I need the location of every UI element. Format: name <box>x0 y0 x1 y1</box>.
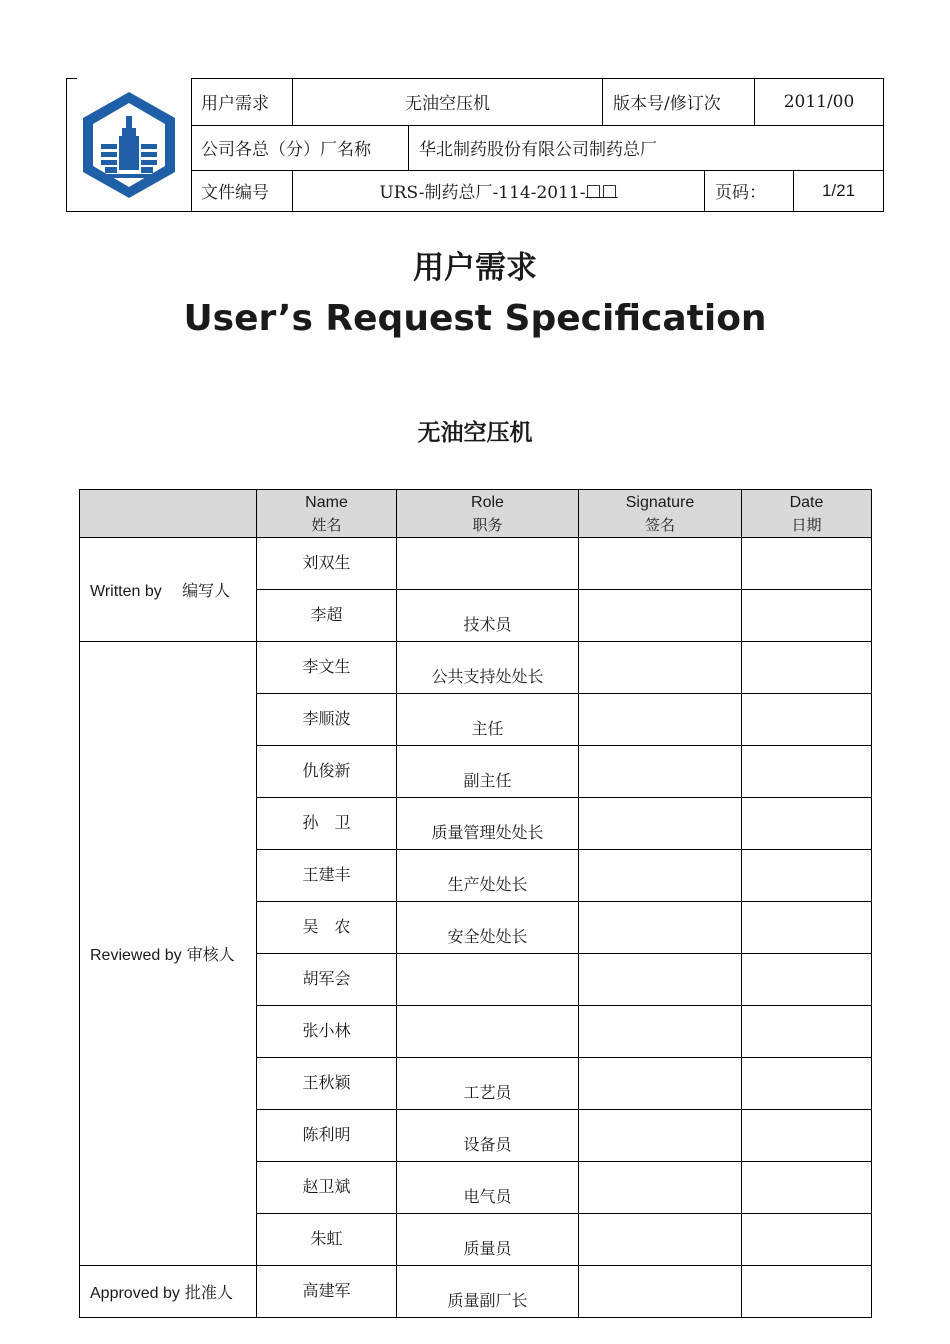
table-header-row <box>80 490 872 538</box>
person-name: 李文生 <box>257 642 397 694</box>
col-header-signature <box>579 490 742 538</box>
person-name: 李超 <box>257 590 397 642</box>
signature-field[interactable] <box>579 1266 742 1318</box>
signature-field[interactable] <box>579 1006 742 1058</box>
signature-field[interactable] <box>579 590 742 642</box>
date-field[interactable] <box>742 538 872 590</box>
signature-field[interactable] <box>579 1214 742 1266</box>
person-role: 质量管理处处长 <box>397 798 579 850</box>
person-role: 电气员 <box>397 1162 579 1214</box>
person-role <box>397 1006 579 1058</box>
date-field[interactable] <box>742 642 872 694</box>
signature-field[interactable] <box>579 798 742 850</box>
person-name: 仇俊新 <box>257 746 397 798</box>
person-name: 赵卫斌 <box>257 1162 397 1214</box>
person-role: 设备员 <box>397 1110 579 1162</box>
signature-field[interactable] <box>579 902 742 954</box>
col-header-name <box>257 490 397 538</box>
col-header-date-cn: 日期 <box>791 515 822 534</box>
person-name: 刘双生 <box>257 538 397 590</box>
date-field[interactable] <box>742 850 872 902</box>
date-field[interactable] <box>742 954 872 1006</box>
person-role: 主任 <box>397 694 579 746</box>
document-subtitle: 无油空压机 <box>417 420 533 446</box>
date-field[interactable] <box>742 1110 872 1162</box>
logo-cell <box>67 78 192 211</box>
date-field[interactable] <box>742 1214 872 1266</box>
person-role <box>397 954 579 1006</box>
person-role: 质量副厂长 <box>397 1266 579 1318</box>
person-name: 李顺波 <box>257 694 397 746</box>
header-version-value: 2011/00 <box>754 78 883 125</box>
person-name: 王建丰 <box>257 850 397 902</box>
approved-by-label-cell <box>80 1266 257 1318</box>
table-row <box>80 642 872 694</box>
col-header-signature-en: Signature <box>625 493 695 511</box>
col-header-date <box>742 490 872 538</box>
col-header-name-cn: 姓名 <box>311 515 342 534</box>
person-role <box>397 538 579 590</box>
signature-field[interactable] <box>579 1162 742 1214</box>
reviewed-by-label-en: Reviewed by <box>90 947 182 964</box>
person-name: 高建军 <box>257 1266 397 1318</box>
person-name: 朱虹 <box>257 1214 397 1266</box>
header-row-2 <box>191 125 883 171</box>
reviewed-by-label-cell <box>80 642 257 1266</box>
person-role: 质量员 <box>397 1214 579 1266</box>
approved-by-label-en: Approved by <box>90 1285 180 1302</box>
col-header-role-cn: 职务 <box>472 515 503 534</box>
person-name: 张小林 <box>257 1006 397 1058</box>
written-by-label-en: Written by <box>90 583 162 600</box>
date-field[interactable] <box>742 798 872 850</box>
signature-field[interactable] <box>579 694 742 746</box>
header-file-no-label: 文件编号 <box>201 183 269 203</box>
signature-field[interactable] <box>579 850 742 902</box>
person-role: 生产处处长 <box>397 850 579 902</box>
signature-field[interactable] <box>579 954 742 1006</box>
date-field[interactable] <box>742 746 872 798</box>
date-field[interactable] <box>742 902 872 954</box>
person-role: 副主任 <box>397 746 579 798</box>
signature-field[interactable] <box>579 1058 742 1110</box>
signature-field[interactable] <box>579 746 742 798</box>
person-role: 公共支持处处长 <box>397 642 579 694</box>
company-logo-icon <box>77 88 181 202</box>
person-name: 王秋颖 <box>257 1058 397 1110</box>
header-version-label: 版本号/修订次 <box>602 78 754 125</box>
header-equipment-name: 无油空压机 <box>292 78 602 125</box>
table-row <box>80 538 872 590</box>
header-page-number: 1/21 <box>793 170 883 211</box>
person-name: 孙 卫 <box>257 798 397 850</box>
table-row <box>80 1266 872 1318</box>
person-name: 胡军会 <box>257 954 397 1006</box>
document-title-en: User’s Request Specification <box>183 298 767 339</box>
col-header-role <box>397 490 579 538</box>
header-file-no-value <box>292 170 704 211</box>
approved-by-label-cn: 批准人 <box>184 1283 233 1302</box>
date-field[interactable] <box>742 1006 872 1058</box>
date-field[interactable] <box>742 1162 872 1214</box>
col-header-role-en: Role <box>471 493 504 511</box>
approval-table <box>79 489 872 1318</box>
signature-field[interactable] <box>579 538 742 590</box>
date-field[interactable] <box>742 1266 872 1318</box>
col-header-signature-cn: 签名 <box>644 515 675 534</box>
header-page-label: 页码： <box>704 170 793 211</box>
col-header-date-en: Date <box>789 493 824 511</box>
document-header <box>66 78 884 212</box>
col-header-name-en: Name <box>305 493 348 511</box>
header-blank-cell <box>80 490 257 538</box>
header-company-name: 华北制药股份有限公司制药总厂 <box>408 125 883 170</box>
signature-field[interactable] <box>579 1110 742 1162</box>
person-name: 吴 农 <box>257 902 397 954</box>
header-row-3 <box>191 170 883 211</box>
written-by-label-cn: 编写人 <box>182 581 231 600</box>
date-field[interactable] <box>742 590 872 642</box>
date-field[interactable] <box>742 1058 872 1110</box>
person-role: 安全处处长 <box>397 902 579 954</box>
person-name: 陈利明 <box>257 1110 397 1162</box>
written-by-label-cell <box>80 538 257 642</box>
person-role: 工艺员 <box>397 1058 579 1110</box>
signature-field[interactable] <box>579 642 742 694</box>
header-company-label: 公司各总（分）厂名称 <box>201 140 371 160</box>
file-no-placeholder-boxes: □□ <box>585 180 618 201</box>
header-row-1 <box>191 78 883 126</box>
file-no-prefix: URS-制药总厂-114-2011- <box>379 183 586 203</box>
document-title-cn: 用户需求 <box>413 250 537 286</box>
header-doc-type-label: 用户需求 <box>201 94 269 114</box>
reviewed-by-label-cn: 审核人 <box>186 945 235 964</box>
date-field[interactable] <box>742 694 872 746</box>
person-role: 技术员 <box>397 590 579 642</box>
